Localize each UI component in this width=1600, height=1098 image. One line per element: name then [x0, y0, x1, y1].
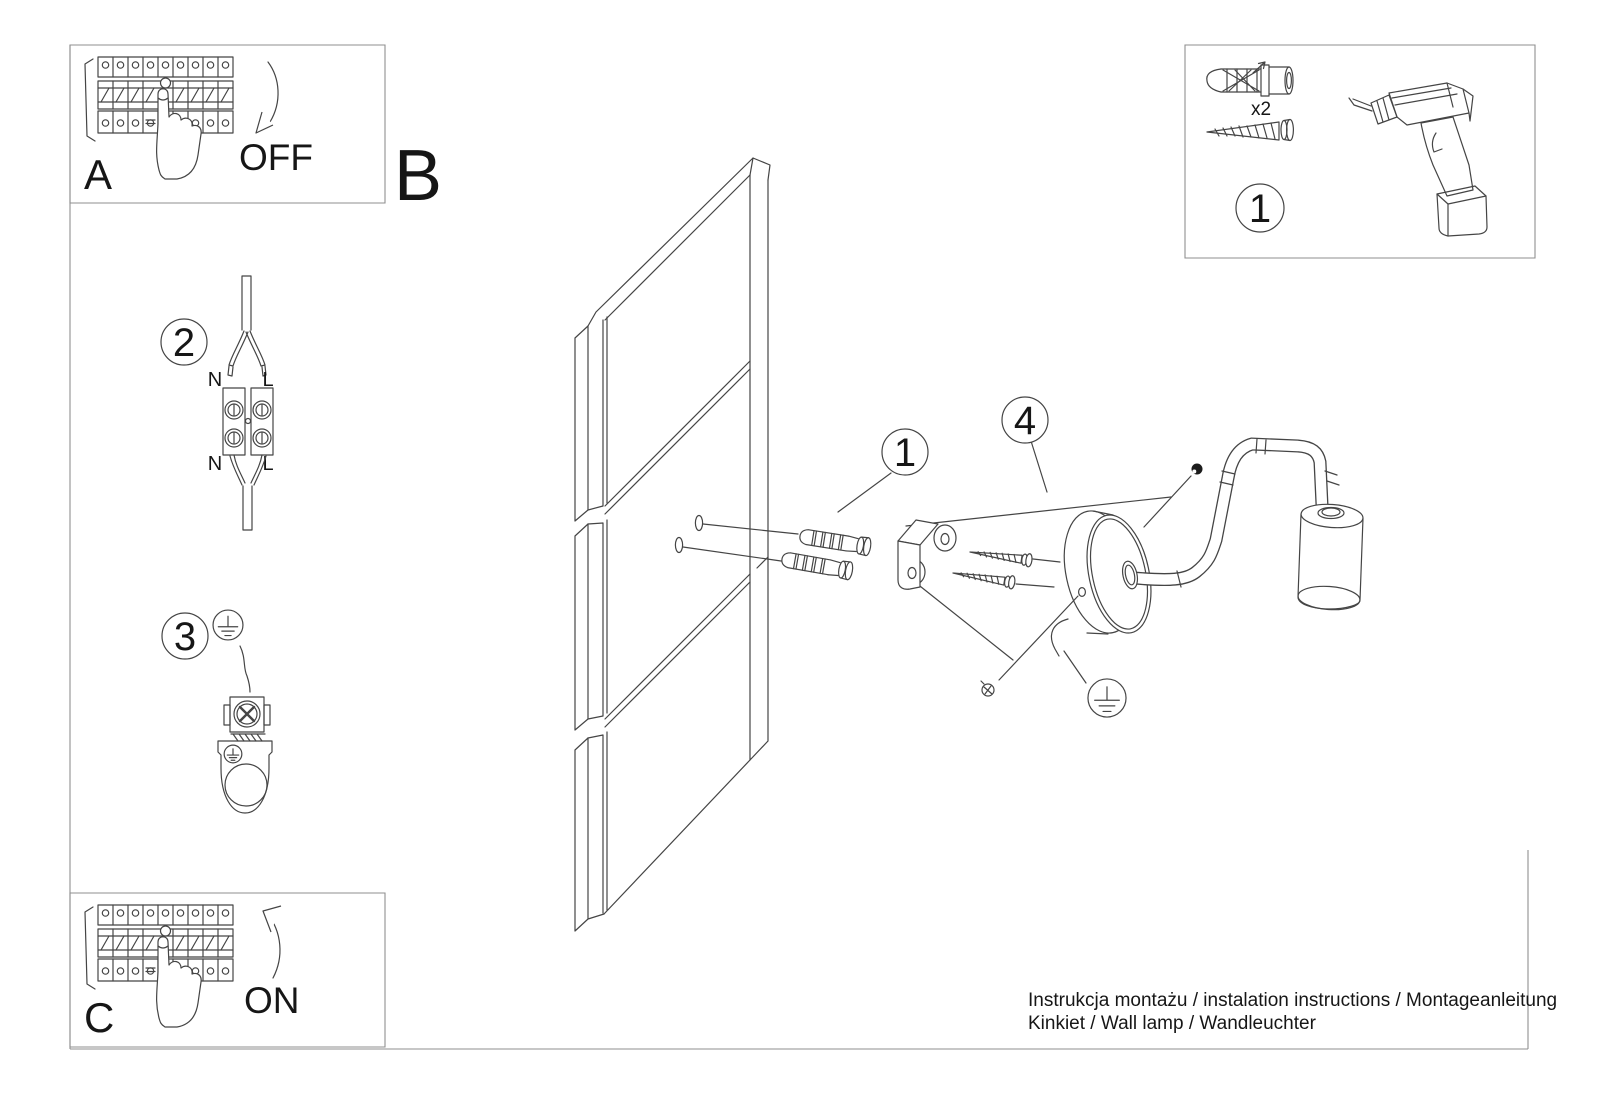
- section-c-power-on: [84, 905, 300, 1041]
- anchor-plug-illustration: [1207, 62, 1293, 96]
- section-c-label: C: [84, 994, 115, 1041]
- terminal-block: [223, 388, 273, 455]
- earth-wire: [1051, 619, 1068, 656]
- screw-illustration: [1207, 120, 1293, 141]
- parts-step-number: 1: [1248, 187, 1272, 231]
- canopy: [1054, 504, 1161, 639]
- earth-wire: [240, 646, 250, 692]
- title-block: [1028, 990, 1557, 1034]
- parts-box: [1207, 62, 1487, 236]
- earth-clamp: [224, 697, 270, 741]
- curved-arrow-down-icon: [268, 62, 278, 122]
- title-line-1: Instrukcja montażu / instalation instructions / Montageanleitung: [1028, 990, 1558, 1011]
- anchors-callout-number: 1: [893, 431, 917, 475]
- insert-direction-arrow: [1253, 62, 1265, 73]
- power-cable-top: [228, 276, 266, 376]
- anchor-quantity-label: x2: [1251, 99, 1272, 120]
- step-3-number: 3: [173, 615, 197, 659]
- set-screw: [981, 681, 994, 696]
- wall-illustration: [575, 158, 770, 931]
- arrow-head: [263, 906, 281, 932]
- step-2-number: 2: [172, 321, 196, 365]
- bulb-socket: [1297, 502, 1363, 611]
- screw-leader: [1016, 584, 1054, 587]
- terminal-l-bottom-label: L: [262, 453, 274, 475]
- step-2-wiring: [161, 276, 274, 530]
- section-a-power-off: [84, 57, 313, 198]
- section-a-label: A: [84, 151, 113, 198]
- drill-illustration: [1349, 83, 1487, 236]
- earth-bracket: [218, 741, 272, 813]
- step-3-grounding: [162, 610, 272, 813]
- drill-hole-bottom: [675, 538, 682, 553]
- terminal-l-top-label: L: [262, 369, 274, 391]
- screw-leader: [1033, 559, 1060, 562]
- callout-4-leader: [1031, 441, 1047, 492]
- title-line-2: Kinkiet / Wall lamp / Wandleuchter: [1028, 1013, 1316, 1034]
- section-b-label: B: [394, 136, 443, 216]
- lamp-callout-number: 4: [1013, 399, 1037, 443]
- lamp-earth: [1051, 619, 1126, 717]
- arrow-head: [256, 112, 273, 133]
- callout-1-leader: [838, 473, 891, 512]
- terminal-n-bottom-label: N: [207, 453, 223, 475]
- terminal-n-top-label: N: [207, 369, 223, 391]
- drill-hole-top: [695, 516, 702, 531]
- power-cable-bottom: [230, 455, 266, 530]
- wall-lamp: [1051, 439, 1363, 717]
- canopy-screw-hole: [1079, 588, 1086, 597]
- power-on-label: ON: [244, 980, 300, 1021]
- arm-set-screw: [1144, 464, 1203, 528]
- mounting-bracket: [898, 520, 956, 589]
- power-off-label: OFF: [239, 137, 313, 178]
